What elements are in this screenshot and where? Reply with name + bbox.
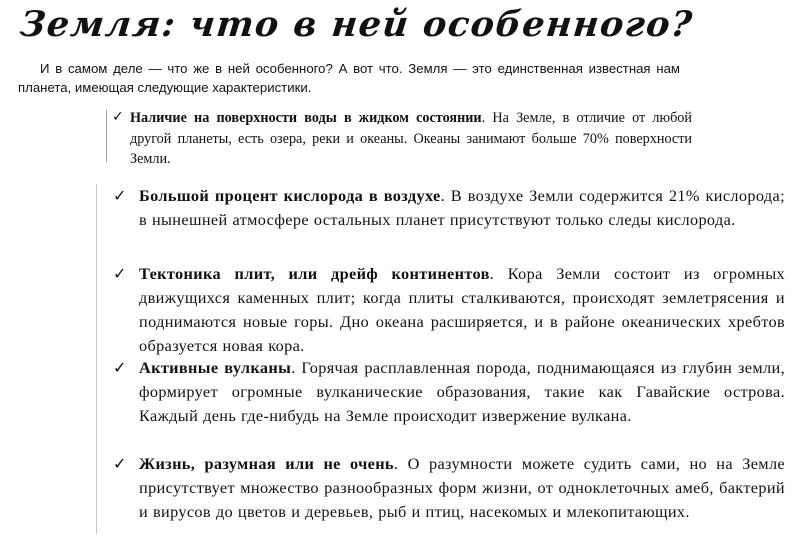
intro-paragraph: И в самом деле — что же в ней особенного? А вот что. Земля — это единственная известная нам планета, имеющая следующие характеристики. [18,61,680,95]
list-item-heading: Жизнь, разумная или не очень [139,454,394,473]
check-mark-icon: ✓ [113,264,127,283]
list-item-water [112,108,692,170]
list-item-heading: Большой процент кислорода в воздухе [139,186,441,205]
list-item-body: . На Земле, в отличие от любой другой планеты, есть озера, реки и океаны. Океаны занимают больше 70% поверхности Земли. [130,110,692,167]
list-item-body: . Горячая расплавленная порода, поднимающаяся из глубин земли, формирует огромные вулканические образования, такие как Гавайские острова. Каждый день где-нибудь на Земле происходит извержение вулкана. [139,358,785,425]
list-item-body: . В воздухе Земли содержится 21% кислорода; в нынешней атмосфере остальных планет присутствуют только следы кислорода. [139,186,785,229]
list-item-text [139,452,785,524]
list-item-life [113,452,785,524]
check-mark-icon: ✓ [113,358,127,377]
list-item-text [130,108,692,170]
check-mark-icon: ✓ [112,109,124,125]
list-item-text [139,262,785,358]
list-item-body: . Кора Земли состоит из огромных движущихся каменных плит; когда плиты сталкиваются, происходят землетрясения и поднимаются новые горы. Дно океана расширяется, и в районе океанических хребтов образуется новая кора. [139,264,785,355]
check-mark-icon: ✓ [113,186,127,205]
scan-margin-line [106,110,107,162]
list-item-volcanoes [113,356,785,428]
list-item-body: . О разумности можете судить сами, но на Земле присутствует множество разнообразных форм жизни, от одноклеточных амеб, бактерий и вирусов до цветов и деревьев, рыб и птиц, насекомых и млекопитающих. [139,454,785,521]
list-item-heading: Наличие на поверхности воды в жидком состоянии [130,110,482,126]
list-item-oxygen [113,184,785,232]
list-item-text [139,184,785,232]
check-mark-icon: ✓ [113,454,127,473]
list-item-tectonics [113,262,785,358]
list-item-heading: Тектоника плит, или дрейф континентов [139,264,490,283]
scan-margin-line [96,184,97,534]
list-item-text [139,356,785,428]
list-item-heading: Активные вулканы [139,358,292,377]
page-title: Земля: что в ней особенного? [18,4,696,45]
